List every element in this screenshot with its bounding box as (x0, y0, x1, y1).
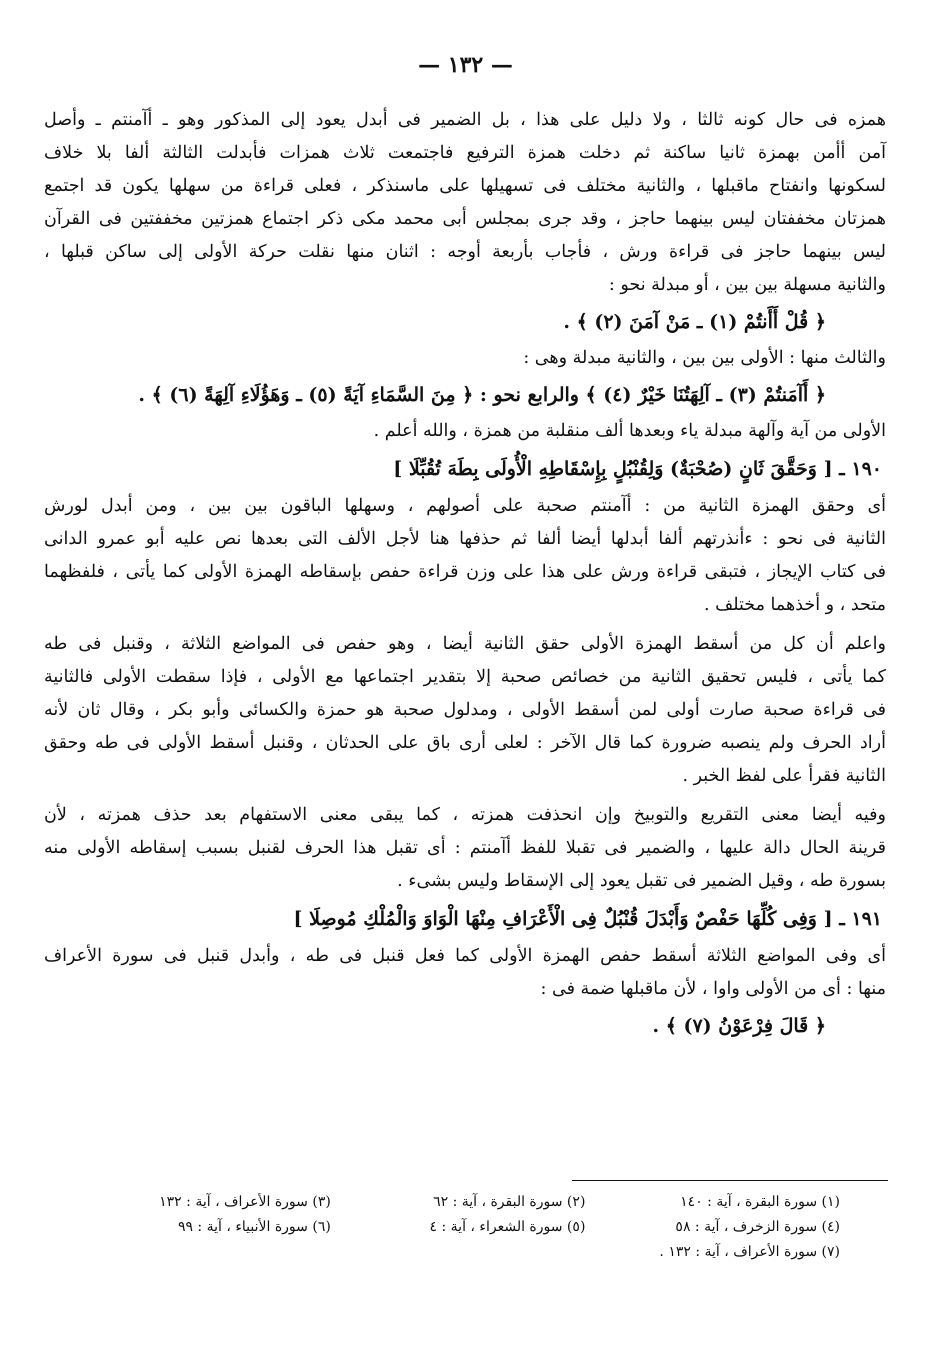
footnote-2: (٢) سورة البقرة ، آية : ٦٢ (433, 1194, 586, 1210)
quran-quote: ﴿ قُلْ أَأَنتُمْ (١) ـ مَنْ آمَنَ (٢) ﴾ . (563, 311, 826, 333)
text-line: قرينة الحال دالة عليها ، والضمير فى تقبلا للفظ أآمنتم : أى تقبل هذا الحرف لقنبل بسبب إسقاطه الأولى منه (44, 838, 886, 858)
text-line: بسورة طه ، وقيل الضمير فى تقبل يعود إلى الإسقاط وليس بشىء . (397, 871, 886, 891)
text-line: همزه فى حال كونه ثالثا ، ولا دليل على هذا ، بل الضمير فى أبدل يعود إلى المذكور وهو ـ أآمنتم ـ وأصل (44, 110, 886, 130)
text-line: متحد ، و أخذهما مختلف . (703, 595, 886, 615)
text-line: همزتان مخففتان ليس بينهما حاجز ، وقد جرى بمجلس أبى محمد مكى ذكر اجتماع همزتين مخففتين فى القرآن (44, 209, 886, 229)
footnotes (80, 1190, 840, 1265)
poem-verse-190: ١٩٠ ـ [ وَحَقَّقَ ثَانٍ (صُحْبَةٌ) وَلِقُنْبُلٍ بِإِسْقَاطِهِ الْأُولَى بِطَهَ تُقُبِّلَا ] (393, 458, 882, 480)
text-line: والثالث منها : الأولى بين بين ، والثانية مبدلة وهى : (523, 348, 886, 368)
footnote-divider (572, 1180, 888, 1181)
footnote-row (80, 1190, 840, 1215)
footnote-4: (٤) سورة الزخرف ، آية : ٥٨ (675, 1219, 840, 1235)
text-line: منها : أى من الأولى واوا ، لأن ماقبلها ضمة فى : (540, 979, 886, 999)
footnote-5: (٥) سورة الشعراء ، آية : ٤ (429, 1219, 586, 1235)
text-line: الثانية فقرأ على لفظ الخبر . (682, 766, 886, 786)
footnote-7: (٧) سورة الأعراف ، آية : ١٣٢ . (659, 1244, 840, 1260)
text-line: واعلم أن كل من أسقط الهمزة الأولى حقق الثانية أيضا ، وهو حفص فى المواضع الثلاثة ، وقنبل فى طه (44, 634, 886, 654)
text-line: وفيه أيضا معنى التقريع والتوبيخ وإن انحذفت همزته ، كما يبقى معنى الاستفهام بعد حذف همزته ، لأن (44, 805, 886, 825)
text-line: كما يأتى ، فليس تحقيق الثانية من خصائص صحبة إلا بتقدير اجتماعها مع الأولى ، فإذا سقطت الأولى فالثانية (44, 667, 886, 687)
footnote-3: (٣) سورة الأعراف ، آية : ١٣٢ (159, 1194, 331, 1210)
quran-quote: ﴿ أَآمَنتُمْ (٣) ـ آلِهَتُنَا خَيْرٌ (٤) ﴾ والرابع نحو : ﴿ مِنَ السَّمَاءِ آيَةً (٥) ـ وَهَؤُلَاءِ آلِهَةً (٦) ﴾ . (138, 384, 826, 406)
footnote-1: (١) سورة البقرة ، آية : ١٤٠ (680, 1194, 840, 1210)
poem-verse-191: ١٩١ ـ [ وَفِى كُلِّهَا حَفْصٌ وَأَبْدَلَ قُنْبُلٌ فِى الْأَعْرَافِ مِنْهَا الْوَاوَ وَالْمُلْكِ مُوصِلَا ] (293, 908, 882, 930)
page-number: — ١٣٢ — (418, 52, 513, 78)
text-line: أى وحقق الهمزة الثانية من : أآمنتم صحبة على أصولهم ، وسهلها الباقون بين بين ، ومن أبدل لورش (44, 496, 886, 516)
footnote-row (80, 1215, 840, 1240)
text-line: فى قراءة صحبة صارت أولى لمن أسقط الأولى ، ومدلول صحبة هو حمزة والكسائى وأبو بكر ، وقال ثان لأنه (44, 700, 886, 720)
quran-quote: ﴿ قَالَ فِرْعَوْنُ (٧) ﴾ . (652, 1015, 826, 1037)
text-line: والثانية مسهلة بين بين ، أو مبدلة نحو : (608, 275, 886, 295)
text-line: لسكونها وانفتاح ماقبلها ، والثانية مختلف فى تسهيلها على ماسنذكر ، فعلى قراءة من سهلها يكون قد اجتمع (44, 176, 886, 196)
text-line: الأولى من آية وآلهة مبدلة ياء وبعدها ألف منقلبة من همزة ، والله أعلم . (373, 421, 886, 441)
text-line: أى وفى المواضع الثلاثة أسقط حفص الهمزة الأولى كما فعل قنبل فى طه ، وأبدل قنبل فى سورة الأعراف (44, 946, 886, 966)
text-line: آمن أأمن بهمزة ثانيا ساكنة ثم دخلت همزة الترفيع فاجتمعت ثلاث همزات فأبدلت الثالثة ألفا بلا خلاف (44, 143, 886, 163)
text-line: أراد الحرف ولم ينصبه ضرورة كما قال الآخر : لعلى أرى باق على الحدثان ، وقنبل أسقط الأولى فى طه وحقق (44, 733, 886, 753)
text-line: الثانية فى نحو : ءأنذرتهم ألفا أبدلها أيضا ألفا ثم حذفها هنا لأجل الألف التى بعدها نص عليه أبو عمرو الدانى (44, 529, 886, 549)
text-line: فى كتاب الإيجاز ، فتبقى قراءة ورش على هذا على وزن قراءة حفص بإسقاطه الهمزة الأولى كما يأتى ، فلفظهما (44, 562, 886, 582)
footnote-6: (٦) سورة الأنبياء ، آية : ٩٩ (177, 1219, 331, 1235)
footnote-row (80, 1240, 840, 1265)
body-text (44, 104, 886, 1046)
text-line: ليس بينهما حاجز فى قراءة ورش ، فأجاب بأربعة أوجه : اثنان منها نقلت حركة الأولى إلى ساكن قبلها ، (44, 242, 886, 262)
